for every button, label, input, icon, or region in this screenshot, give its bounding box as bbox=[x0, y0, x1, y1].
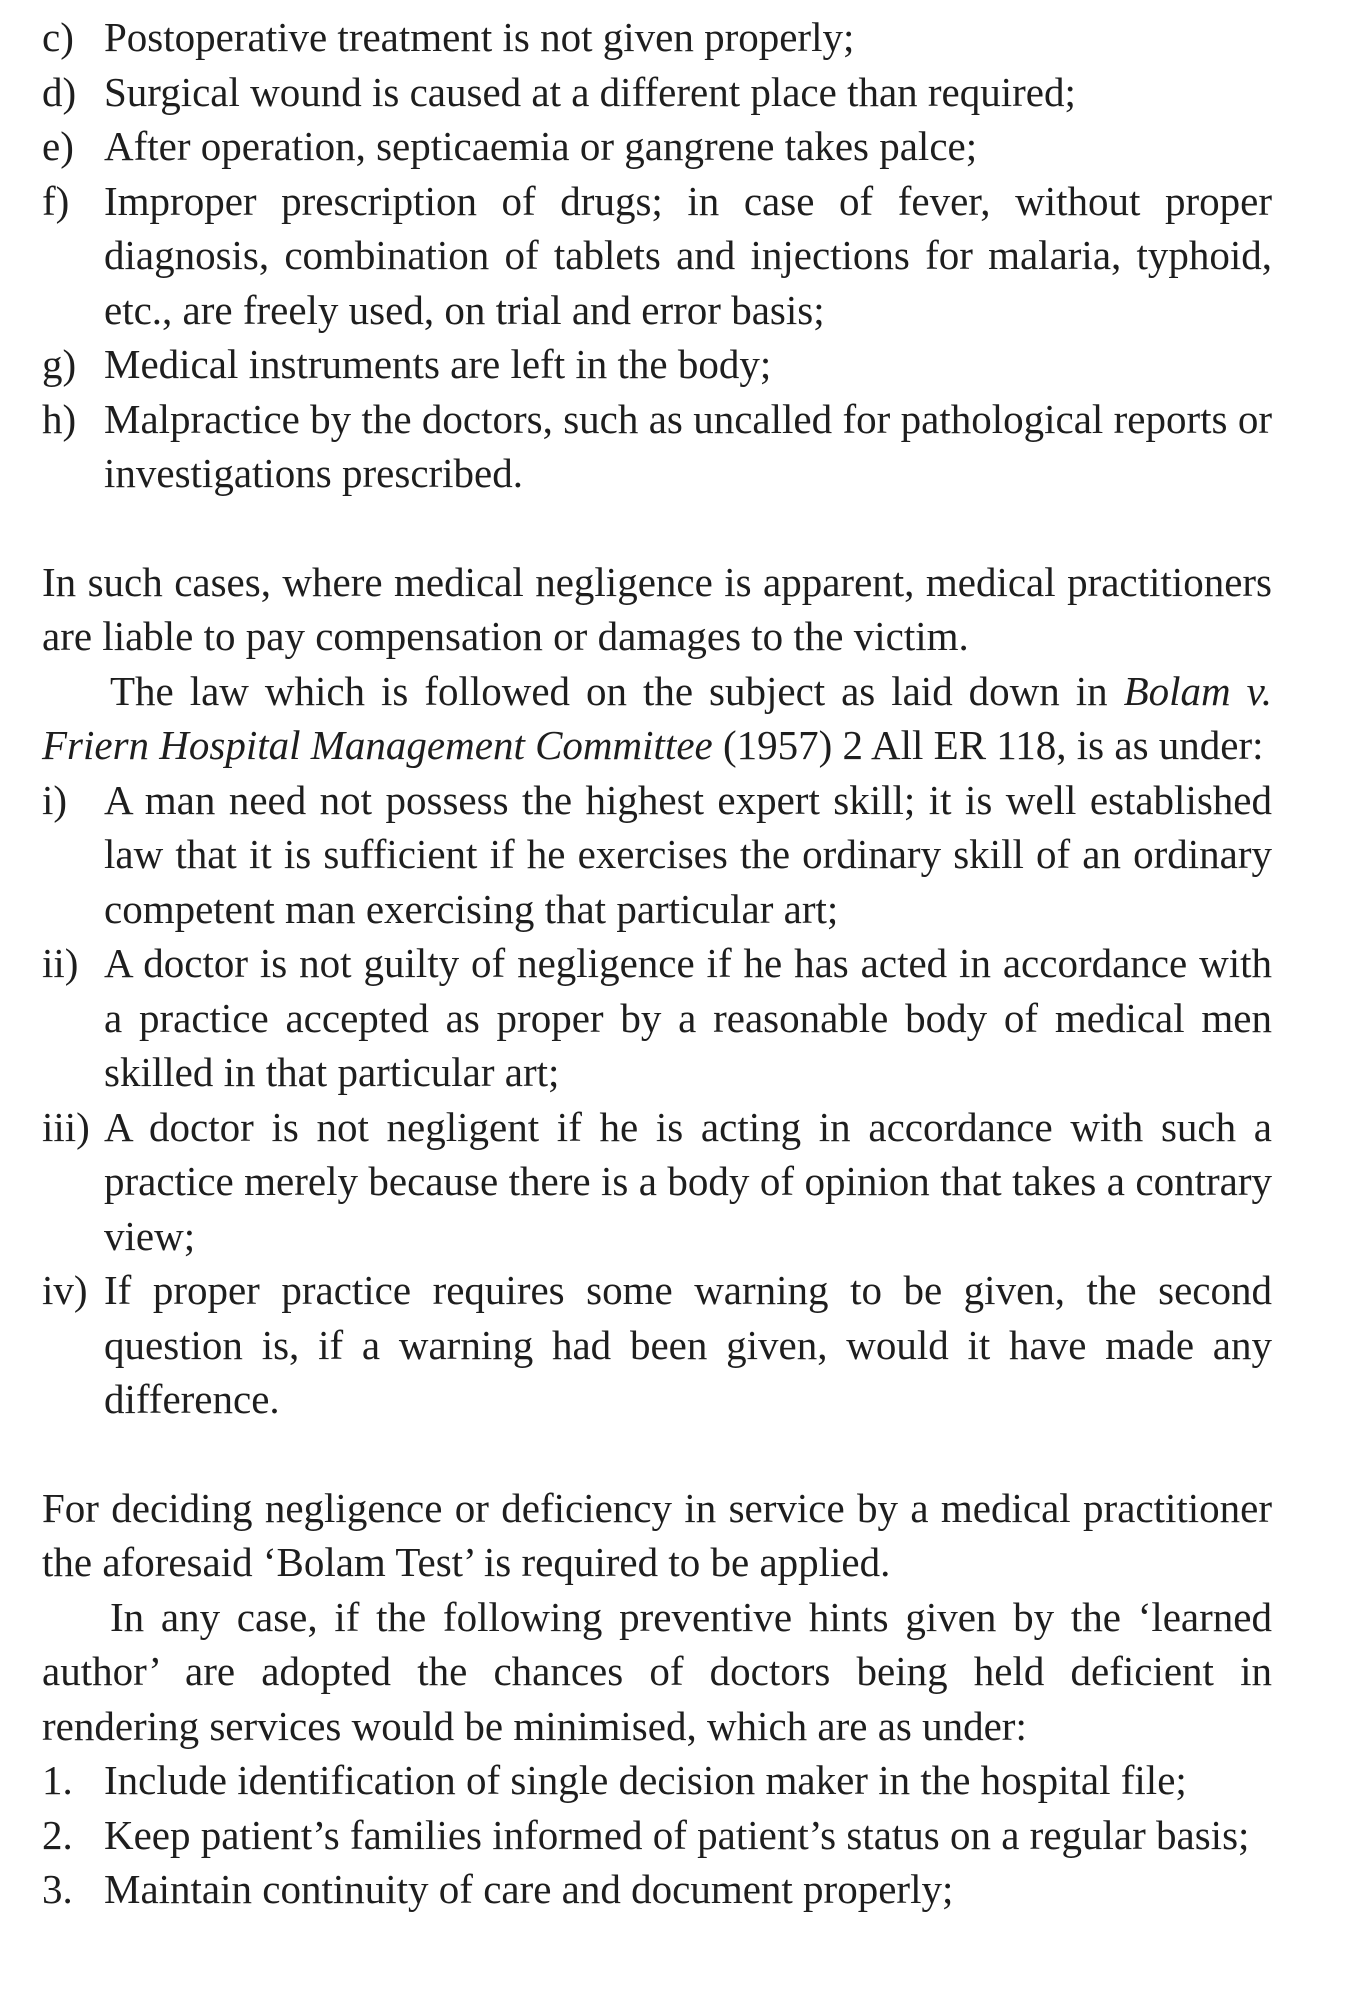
list-marker: iii) bbox=[42, 1103, 90, 1150]
list-item-text: Improper prescription of drugs; in case of fever, without proper diagnosis, combination of tablets and injections for malaria, typhoid, etc., are freely used, on trial and error basis; bbox=[104, 177, 1272, 333]
list-item-text: Maintain continuity of care and document properly; bbox=[104, 1866, 954, 1912]
case-citation-details: (1957) 2 All ER 118, is as under: bbox=[712, 722, 1264, 768]
list-marker: d) bbox=[42, 68, 77, 115]
list-item bbox=[42, 10, 1272, 65]
list-item-text: After operation, septicaemia or gangrene takes palce; bbox=[104, 123, 978, 169]
bolam-principles-list bbox=[42, 773, 1272, 1427]
list-item-text: If proper practice requires some warning to be given, the second question is, if a warning had been given, would it have made any difference. bbox=[104, 1267, 1272, 1422]
paragraph-bolam-test: For deciding negligence or deficiency in service by a medical practitioner the aforesaid ‘Bolam Test’ is required to be applied. bbox=[42, 1484, 1272, 1585]
list-item-text: Include identification of single decision maker in the hospital file; bbox=[104, 1757, 1187, 1803]
bolam-intro-text: The law which is followed on the subject as laid down in bbox=[110, 667, 1124, 714]
list-item bbox=[42, 392, 1272, 501]
preventive-hints-list bbox=[42, 1753, 1272, 1917]
paragraph-spacer bbox=[42, 1427, 1272, 1481]
list-item bbox=[42, 174, 1272, 338]
paragraph-preventive-hints: In any case, if the following preventive hints given by the ‘learned author’ are adopted the chances of doctors being held deficient in rendering services would be minimised, which are as under: bbox=[42, 1593, 1272, 1749]
list-marker: ii) bbox=[42, 940, 79, 986]
list-item-text: A man need not possess the highest expert skill; it is well established law that it is sufficient if he exercises the ordinary skill of an ordinary competent man exercising that particular art; bbox=[104, 776, 1272, 932]
case-citation-name: Bolam v. Friern Hospital Management Committee bbox=[42, 667, 1272, 768]
list-marker: h) bbox=[42, 395, 77, 442]
list-item bbox=[42, 1753, 1272, 1808]
paragraph-liability: In such cases, where medical negligence is apparent, medical practitioners are liable to pay compensation or damages to the victim. bbox=[42, 558, 1272, 659]
list-marker: f) bbox=[42, 177, 70, 224]
document-page bbox=[42, 10, 1272, 1917]
list-marker: 3. bbox=[42, 1866, 73, 1912]
list-item-text: A doctor is not negligent if he is acting in accordance with such a practice merely because there is a body of opinion that takes a contrary view; bbox=[104, 1103, 1272, 1259]
list-item-text: Surgical wound is caused at a different place than required; bbox=[104, 68, 1076, 115]
list-item bbox=[42, 773, 1272, 937]
list-item bbox=[42, 119, 1272, 174]
paragraph-spacer bbox=[42, 501, 1272, 555]
list-marker: i) bbox=[42, 776, 68, 823]
list-marker: c) bbox=[42, 14, 74, 60]
negligence-examples-list bbox=[42, 10, 1272, 501]
list-item bbox=[42, 1100, 1272, 1264]
list-item-text: Malpractice by the doctors, such as uncalled for pathological reports or investigations prescribed. bbox=[104, 395, 1272, 496]
list-item bbox=[42, 936, 1272, 1100]
list-item-text: Medical instruments are left in the body; bbox=[104, 341, 772, 387]
list-item bbox=[42, 1263, 1272, 1427]
list-marker: iv) bbox=[42, 1267, 88, 1313]
paragraph-bolam-law bbox=[42, 664, 1272, 773]
list-item bbox=[42, 1808, 1272, 1863]
list-item bbox=[42, 65, 1272, 120]
list-item-text: Keep patient’s families informed of patient’s status on a regular basis; bbox=[104, 1811, 1250, 1858]
list-marker: 2. bbox=[42, 1811, 73, 1858]
list-item bbox=[42, 1862, 1272, 1917]
list-marker: g) bbox=[42, 341, 77, 387]
list-item-text: A doctor is not guilty of negligence if he has acted in accordance with a practice accepted as proper by a reasonable body of medical men skilled in that particular art; bbox=[104, 940, 1272, 1095]
list-item-text: Postoperative treatment is not given properly; bbox=[104, 14, 855, 60]
list-marker: e) bbox=[42, 123, 74, 169]
list-item bbox=[42, 337, 1272, 392]
list-marker: 1. bbox=[42, 1757, 73, 1803]
